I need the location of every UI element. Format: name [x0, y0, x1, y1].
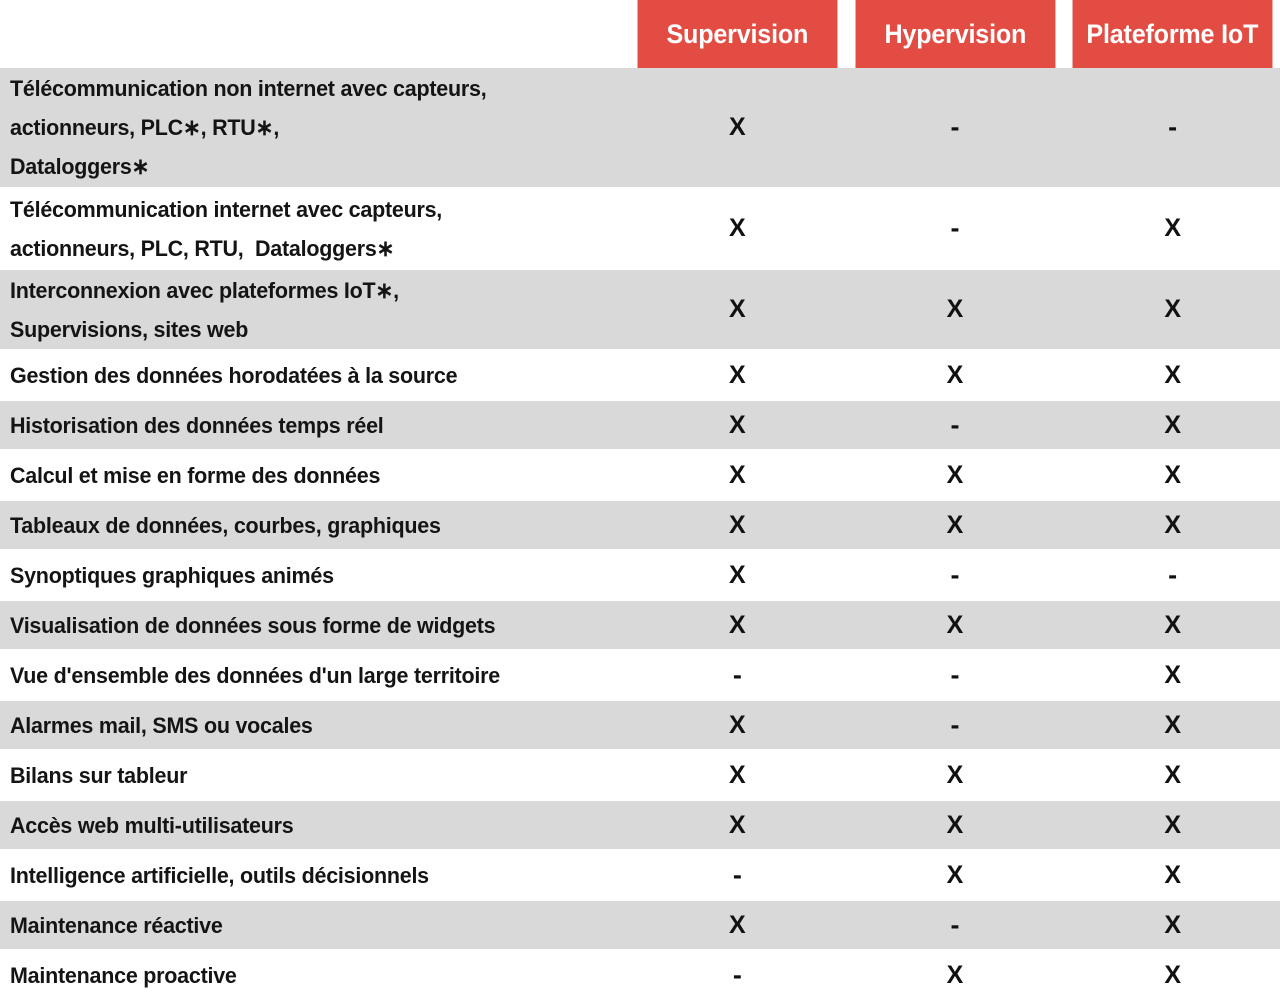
row-feature-label	[0, 501, 630, 549]
cell-mark-supervision: X	[728, 460, 746, 489]
row-feature-label	[0, 851, 630, 899]
cell-mark-plateforme_iot: X	[1164, 360, 1182, 389]
header-divider-2	[1062, 0, 1065, 68]
row-feature-label	[0, 270, 630, 349]
cell-mark-plateforme_iot: -	[1168, 559, 1178, 590]
cell-mark-plateforme_iot: X	[1164, 660, 1182, 689]
table-row	[0, 601, 1280, 651]
cell-mark-hypervision: X	[946, 295, 964, 323]
cell-mark-supervision: -	[732, 659, 742, 690]
cell-mark-plateforme_iot: X	[1164, 710, 1182, 739]
table-row	[0, 801, 1280, 851]
table-row	[0, 901, 1280, 951]
cell-mark-plateforme_iot: X	[1164, 460, 1182, 489]
cell-mark-hypervision: X	[946, 510, 964, 539]
table-row	[0, 701, 1280, 751]
row-feature-label-line: Alarmes mail, SMS ou vocales	[10, 712, 313, 738]
cell-mark-plateforme_iot: X	[1164, 214, 1182, 242]
column-header-hypervision: Hypervision	[855, 0, 1055, 68]
row-feature-label	[0, 351, 630, 399]
row-feature-label-line: Synoptiques graphiques animés	[10, 562, 334, 588]
row-feature-label	[0, 701, 630, 749]
row-feature-label-line: Historisation des données temps réel	[10, 412, 384, 438]
column-header-plateforme-iot: Plateforme IoT	[1073, 0, 1273, 68]
row-feature-label-line: actionneurs, PLC∗, RTU∗,	[10, 115, 280, 140]
cell-mark-supervision: X	[728, 560, 746, 589]
header-feature-column-spacer	[0, 0, 630, 68]
row-feature-label-line: Gestion des données horodatées à la source	[10, 362, 458, 388]
cell-mark-hypervision: -	[950, 659, 960, 690]
cell-mark-hypervision: X	[946, 610, 964, 639]
row-feature-label-line: Maintenance proactive	[10, 962, 237, 988]
row-feature-label	[0, 901, 630, 949]
row-feature-label-line: Supervisions, sites web	[10, 316, 249, 342]
cell-mark-hypervision: X	[946, 960, 964, 989]
cell-mark-plateforme_iot: -	[1168, 112, 1178, 142]
row-feature-label-line: Télécommunication non internet avec capteurs,	[10, 76, 487, 101]
table-row	[0, 451, 1280, 501]
row-feature-label-line: actionneurs, PLC, RTU, Dataloggers∗	[10, 235, 395, 261]
table-row	[0, 401, 1280, 451]
cell-mark-hypervision: X	[946, 360, 964, 389]
row-feature-label	[0, 68, 630, 187]
cell-mark-hypervision: -	[950, 213, 960, 243]
cell-mark-supervision: X	[728, 113, 746, 141]
cell-mark-plateforme_iot: X	[1164, 295, 1182, 323]
cell-mark-plateforme_iot: X	[1164, 610, 1182, 639]
row-feature-label	[0, 189, 630, 268]
table-row	[0, 951, 1280, 1000]
cell-mark-hypervision: -	[950, 909, 960, 940]
cell-mark-plateforme_iot: X	[1164, 860, 1182, 889]
cell-mark-supervision: -	[732, 859, 742, 890]
cell-mark-supervision: X	[728, 810, 746, 839]
table-row	[0, 68, 1280, 189]
column-header-supervision: Supervision	[638, 0, 838, 68]
row-feature-label	[0, 651, 630, 699]
row-feature-label-line: Bilans sur tableur	[10, 762, 188, 788]
row-feature-label-line: Interconnexion avec plateformes IoT∗,	[10, 277, 399, 303]
table-row	[0, 551, 1280, 601]
cell-mark-plateforme_iot: X	[1164, 410, 1182, 439]
cell-mark-supervision: X	[728, 710, 746, 739]
row-feature-label	[0, 951, 630, 999]
cell-mark-supervision: X	[728, 295, 746, 323]
cell-mark-hypervision: -	[950, 559, 960, 590]
cell-mark-supervision: X	[728, 214, 746, 242]
cell-mark-hypervision: X	[946, 810, 964, 839]
row-feature-label-line: Tableaux de données, courbes, graphiques	[10, 512, 441, 538]
table-header-row	[0, 0, 1280, 68]
cell-mark-supervision: X	[728, 510, 746, 539]
cell-mark-supervision: X	[728, 760, 746, 789]
row-feature-label-line: Intelligence artificielle, outils décisionnels	[10, 862, 429, 888]
table-row	[0, 270, 1280, 351]
cell-mark-plateforme_iot: X	[1164, 960, 1182, 989]
table-row	[0, 501, 1280, 551]
table-row	[0, 189, 1280, 270]
cell-mark-hypervision: X	[946, 460, 964, 489]
row-feature-label-line: Calcul et mise en forme des données	[10, 462, 381, 488]
cell-mark-supervision: X	[728, 360, 746, 389]
cell-mark-supervision: X	[728, 610, 746, 639]
cell-mark-supervision: -	[732, 959, 742, 990]
header-divider-1	[845, 0, 848, 68]
cell-mark-hypervision: -	[950, 709, 960, 740]
table-row	[0, 751, 1280, 801]
cell-mark-supervision: X	[728, 910, 746, 939]
row-feature-label-line: Visualisation de données sous forme de widgets	[10, 612, 496, 638]
row-feature-label-line: Dataloggers∗	[10, 154, 150, 179]
row-feature-label	[0, 751, 630, 799]
table-row	[0, 351, 1280, 401]
cell-mark-hypervision: X	[946, 760, 964, 789]
row-feature-label	[0, 451, 630, 499]
row-feature-label	[0, 551, 630, 599]
cell-mark-plateforme_iot: X	[1164, 910, 1182, 939]
table-body	[0, 68, 1280, 1000]
cell-mark-plateforme_iot: X	[1164, 810, 1182, 839]
row-feature-label-line: Vue d'ensemble des données d'un large territoire	[10, 662, 500, 688]
row-feature-label	[0, 401, 630, 449]
row-feature-label-line: Maintenance réactive	[10, 912, 223, 938]
cell-mark-supervision: X	[728, 410, 746, 439]
cell-mark-hypervision: -	[950, 409, 960, 440]
cell-mark-hypervision: -	[950, 112, 960, 142]
table-row	[0, 851, 1280, 901]
cell-mark-plateforme_iot: X	[1164, 760, 1182, 789]
cell-mark-plateforme_iot: X	[1164, 510, 1182, 539]
row-feature-label	[0, 801, 630, 849]
cell-mark-hypervision: X	[946, 860, 964, 889]
table-row	[0, 651, 1280, 701]
row-feature-label-line: Accès web multi-utilisateurs	[10, 812, 294, 838]
row-feature-label	[0, 601, 630, 649]
row-feature-label-line: Télécommunication internet avec capteurs,	[10, 196, 443, 222]
